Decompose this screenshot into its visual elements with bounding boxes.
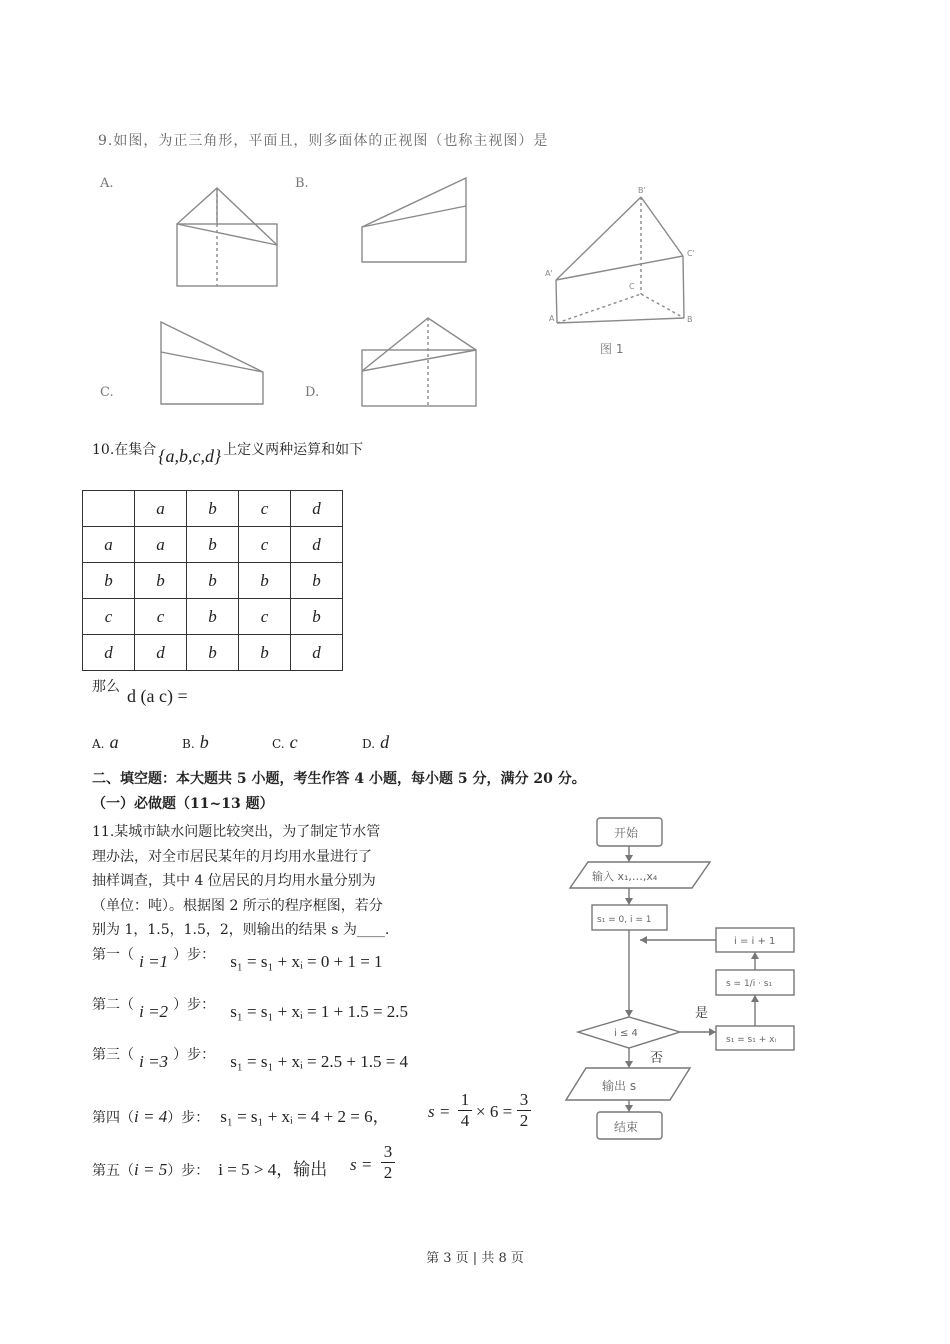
flow-update-label: s₁ = s₁ + xᵢ — [726, 1035, 777, 1045]
table-cell — [83, 491, 135, 527]
table-row — [83, 527, 343, 563]
q9-view-c — [161, 322, 263, 404]
q10-choice-b: B. b — [182, 732, 209, 752]
table-cell: b — [239, 563, 291, 599]
q11-frac-3-2: 3 2 — [517, 1090, 531, 1131]
table-cell: b — [187, 599, 239, 635]
flow-no-label: 否 — [650, 1051, 664, 1066]
table-cell: d — [291, 527, 343, 563]
vertex-b-label: B — [687, 315, 693, 324]
table-cell: b — [187, 491, 239, 527]
flow-start-label: 开始 — [614, 826, 639, 840]
q11-stem — [92, 820, 389, 943]
q9-view-d — [362, 318, 476, 406]
q11-line: （单位：吨）。根据图 2 所示的程序框图，若分 — [92, 897, 383, 914]
q11-step-5: 第五（i = 5）步： i = 5 > 4，输出 — [92, 1160, 328, 1179]
vertex-c-label: C — [629, 282, 635, 291]
q11-flowchart — [540, 810, 820, 1150]
q9-view-b — [362, 178, 466, 262]
table-cell: d — [83, 635, 135, 671]
table-cell: b — [187, 563, 239, 599]
table-cell: c — [135, 599, 187, 635]
table-cell: c — [83, 599, 135, 635]
vertex-b1-label: B' — [638, 186, 646, 195]
table-row — [83, 563, 343, 599]
table-row — [83, 491, 343, 527]
table-row — [83, 599, 343, 635]
table-cell: b — [135, 563, 187, 599]
q9-option-c-label: C. — [100, 385, 114, 400]
q11-frac-3-2-final: 3 2 — [381, 1142, 395, 1183]
q10-operation-table — [82, 490, 343, 671]
q10-choice-a: A. a — [92, 732, 119, 752]
flow-inc-label: i = i + 1 — [734, 936, 776, 947]
q9-option-b-label: B. — [295, 176, 309, 191]
q11-line: 别为 1，1.5，1.5，2，则输出的结果 s 为____. — [92, 922, 390, 938]
table-row — [83, 635, 343, 671]
q9-option-d-label: D. — [305, 385, 320, 400]
table-cell: b — [291, 599, 343, 635]
table-cell: c — [239, 491, 291, 527]
figure1-caption: 图 1 — [600, 342, 624, 356]
table-cell: b — [291, 563, 343, 599]
q11-step-4: 第四（i = 4）步： s₁ = s₁ + xᵢ = 4 + 2 = 6， — [92, 1107, 390, 1126]
table-cell: d — [291, 491, 343, 527]
q10-choice-d: D. d — [362, 732, 390, 752]
q11-step-1: 第一（ i =1 ）步： s₁ = s₁ + xᵢ = 0 + 1 = 1 — [92, 947, 383, 971]
table-cell: c — [239, 527, 291, 563]
q10-choice-c: C. c — [272, 732, 298, 752]
q11-line: 理办法，对全市居民某年的月均用水量进行了 — [92, 848, 372, 865]
table-cell: a — [83, 527, 135, 563]
flow-input-label: 输入 x₁,…,x₄ — [592, 870, 658, 883]
q10-then-label: 那么 — [92, 679, 120, 695]
q11-line: 抽样调查，其中 4 位居民的月均用水量分别为 — [92, 873, 376, 889]
vertex-c1-label: C' — [687, 249, 695, 258]
table-cell: b — [239, 635, 291, 671]
q11-frac-1-4: 1 4 — [458, 1090, 472, 1131]
section2-heading: 二、填空题：本大题共 5 小题，考生作答 4 小题，每小题 5 分，满分 20 分。 — [92, 771, 586, 787]
q9-option-a-label: A. — [100, 176, 114, 191]
q9-figures — [0, 0, 950, 430]
section2-subheading: （一）必做题（11~13 题） — [92, 796, 274, 812]
vertex-a-label: A — [549, 314, 555, 323]
flow-yes-label: 是 — [695, 1006, 709, 1021]
q11-step4-s: s = — [428, 1102, 451, 1121]
q10-stem-prefix: 10.在集合 — [92, 442, 157, 458]
q10-stem-suffix: 上定义两种运算和如下 — [223, 442, 364, 458]
q11-step5-s: s = — [350, 1155, 373, 1174]
table-cell: b — [187, 635, 239, 671]
q9-title: 9.如图，为正三角形，平面且，则多面体的正视图（也称主视图）是 — [98, 133, 549, 149]
page-footer: 第 3 页 | 共 8 页 — [426, 1251, 524, 1266]
table-cell: a — [135, 491, 187, 527]
q11-times6: × 6 = — [476, 1102, 513, 1121]
q9-view-a — [177, 188, 277, 286]
table-cell: c — [239, 599, 291, 635]
table-cell: b — [187, 527, 239, 563]
q10-expression: d (a c) = — [127, 686, 188, 706]
flow-output-label: 输出 s — [602, 1079, 637, 1093]
q10-set: {a,b,c,d} — [158, 446, 222, 466]
q11-line: 11.某城市缺水问题比较突出，为了制定节水管 — [92, 824, 381, 840]
flow-end-label: 结束 — [614, 1120, 639, 1134]
table-cell: d — [291, 635, 343, 671]
table-cell: a — [135, 527, 187, 563]
vertex-a1-label: A' — [545, 269, 553, 278]
q11-step-3: 第三（ i =3 ）步： s₁ = s₁ + xᵢ = 2.5 + 1.5 = 4 — [92, 1047, 409, 1071]
flow-init-label: s₁ = 0, i = 1 — [597, 915, 652, 925]
q9-figure-polyhedron — [556, 197, 684, 323]
table-cell: b — [83, 563, 135, 599]
flow-assign-label: s = 1/i · s₁ — [726, 979, 773, 989]
q11-step-2: 第二（ i =2 ）步： s₁ = s₁ + xᵢ = 1 + 1.5 = 2.5 — [92, 997, 409, 1021]
flow-decision-label: i ≤ 4 — [614, 1028, 638, 1039]
table-cell: d — [135, 635, 187, 671]
